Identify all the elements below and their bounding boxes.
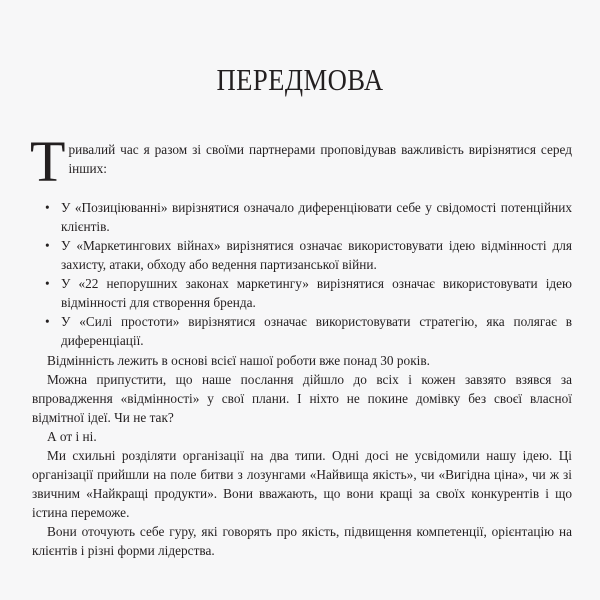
body-paragraph: Відмінність лежить в основі всієї нашої роботи вже понад 30 років. [47, 353, 430, 368]
bullet-text: У «Силі простоти» вирізнятися означає використовувати стратегію, яка полягає в диференціації. [61, 314, 572, 348]
body-paragraph: Вони оточують себе гуру, які говорять про якість, підвищення компетенції, орієнтацію на клієнтів і різні форми лідерства. [32, 524, 572, 558]
body-paragraph: А от і ні. [47, 429, 97, 444]
intro-text: ривалий час я разом зі своїми партнерами проповідував важливість вирізнятися серед інших: [68, 142, 572, 176]
bullet-icon: • [45, 200, 50, 215]
bullet-icon: • [45, 276, 50, 291]
bullet-item [32, 198, 572, 236]
intro-paragraph [30, 129, 572, 194]
bullet-text: У «22 непорушних законах маркетингу» вирізнятися означає використовувати ідею відмінності для створення бренда. [61, 276, 572, 310]
bullet-icon: • [45, 238, 50, 253]
body-text [32, 351, 572, 560]
body-paragraph: Можна припустити, що наше послання дійшло до всіх і кожен завзято взявся за впровадження «відмінності» у свої плани. І ніхто не покине домівку без своєї власної відмітної ідеї. Чи не так? [32, 372, 572, 425]
bullet-text: У «Маркетингових війнах» вирізнятися означає використовувати ідею відмінності для захисту, атаки, обходу або ведення партизанської війни. [61, 238, 572, 272]
bullet-icon: • [45, 314, 50, 329]
bullet-item [32, 236, 572, 274]
page-title: ПЕРЕДМОВА [216, 62, 384, 97]
bullet-item [32, 312, 572, 350]
bullet-item [32, 274, 572, 312]
bullet-text: У «Позиціюванні» вирізнятися означало диференціювати себе у свідомості потенційних клієнтів. [61, 200, 572, 234]
body-paragraph: Ми схильні розділяти організації на два типи. Одні досі не усвідомили нашу ідею. Ці організації прийшли на поле битви з лозунгами «Найвища якість», чи «Вигідна ціна», чи ж зі звичним «Найкращі продукти». Вони вважають, що вони кращі за своїх конкурентів і що істина переможе. [32, 448, 572, 520]
bullet-list [32, 198, 572, 350]
drop-cap: Т [30, 129, 66, 194]
